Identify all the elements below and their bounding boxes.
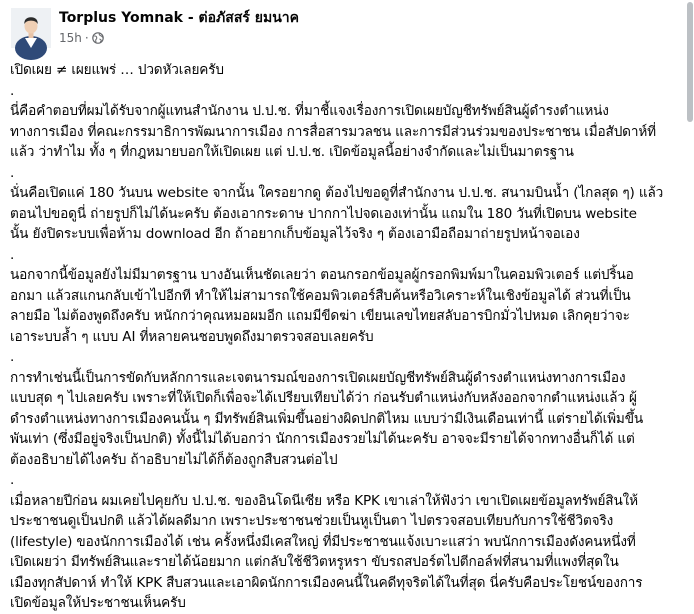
text-line: อกมา แล้วสแกนกลับเข้าไปอีกที ทำให้ไม่สามารถใช้คอมพิวเตอร์สืบค้นหรือวิเคราะห์ในเชิงข้อมูลได้ ส่วนที่เป็น — [10, 287, 631, 304]
author-name[interactable]: Torplus Yomnak - ต่อภัสสร์ ยมนาค — [59, 10, 299, 26]
text-line: แล้ว ว่าทำไม ทั้ง ๆ ที่กฎหมายบอกให้เปิดเผย แต่ ป.ป.ช. เปิดข้อมูลนี้อย่างจำกัดและไม่เป็นมาตรฐาน — [10, 144, 574, 160]
post-timestamp[interactable]: 15h — [59, 31, 82, 45]
paragraph-separator: . — [10, 82, 15, 99]
paragraph-separator: . — [10, 472, 15, 488]
scrollbar[interactable] — [686, 0, 694, 590]
text-line: ต้องอธิบายได้ไงครับ ถ้าอธิบายไม่ได้ก็ต้องถูกสืบสวนต่อไป — [10, 451, 338, 468]
post-body — [10, 60, 682, 614]
text-line: เมื่อหลายปีก่อน ผมเคยไปคุยกับ ป.ป.ช. ของอินโดนีเซีย หรือ KPK เขาเล่าให้ฟังว่า เขาเปิดเผยข้อมูลทรัพย์สินให้ — [10, 492, 638, 509]
paragraph-separator: . — [10, 246, 15, 263]
text-line: การทำเช่นนี้เป็นการขัดกับหลักการและเจตนารมณ์ของการเปิดเผยบัญชีทรัพย์สินผู้ดำรงตำแหน่งทางการเมือง — [10, 369, 626, 386]
scrollbar-thumb[interactable] — [687, 2, 693, 122]
paragraph-4 — [10, 368, 682, 471]
post-headline — [10, 60, 682, 81]
paragraph-2 — [10, 183, 682, 245]
headline-text: เปิดเผย ≠ เผยแพร่ … ปวดหัวเลยครับ — [10, 62, 224, 78]
text-line: นั่นคือเปิดแค่ 180 วันบน website จากนั้น ใครอยากดู ต้องไปขอดูที่สำนักงาน ป.ป.ช. สนามบินน้ำ (ไกลสุด ๆ) แล้ว — [10, 185, 664, 201]
text-line: เปิดข้อมูลให้ประชาชนเห็นครับ — [10, 595, 186, 611]
text-line: เปิดเผยว่า มีทรัพย์สินและรายได้น้อยมาก แต่กลับใช้ชีวิตหรูหรา ขับรถสปอร์ตไปตีกอล์ฟที่สนามที่แพงที่สุดใน — [10, 554, 619, 570]
text-line: นี่คือคำตอบที่ผมได้รับจากผู้แทนสำนักงาน ป.ป.ช. ที่มาชี้แจงเรื่องการเปิดเผยบัญชีทรัพย์สินผู้ดำรงตำแหน่ง — [10, 103, 609, 119]
globe-icon[interactable] — [92, 32, 104, 44]
text-line: ดำรงตำแหน่งทางการเมืองคนนั้น ๆ มีทรัพย์สินเพิ่มขึ้นอย่างผิดปกติไหม แบบว่ามีเงินเดือนเท่านี้ แต่รายได้เพิ่มขึ้น — [10, 410, 644, 427]
text-line: เอาระบบล้ำ ๆ แบบ AI ที่หลายคนชอบพูดถึงมาตรวจสอบเลยครับ — [10, 328, 374, 345]
post-subline — [59, 30, 299, 46]
text-line: นอกจากนี้ข้อมูลยังไม่มีมาตรฐาน บางอันเห็นชัดเลยว่า ตอนกรอกข้อมูลผู้กรอกพิมพ์มาในคอมพิวเตอร์ แต่ปริ้นอ — [10, 267, 634, 283]
subline-separator: · — [84, 31, 89, 45]
text-line: ประชาชนดูเป็นปกติ แล้วได้ผลดีมาก เพราะประชาชนช่วยเป็นหูเป็นตา ไปตรวจสอบเทียบกับการใช้ชีวิตจริง — [10, 513, 614, 529]
paragraph-separator: . — [10, 349, 15, 365]
paragraph-3 — [10, 265, 682, 347]
text-line: ลายมือ ไม่ต้องพูดถึงครับ หนักกว่าคุณหมอผมอีก แถมมีขีดฆ่า เขียนเลขไทยสลับอารบิกมั่วไปหมด เลิกคุยว่าจะ — [10, 308, 630, 324]
paragraph-5 — [10, 491, 682, 614]
text-line: ทางการเมือง ที่คณะกรรมาธิการพัฒนาการเมือง การสื่อสารมวลชน และการมีส่วนร่วมของประชาชน เมื่อสัปดาห์ที่ — [10, 123, 656, 140]
author-avatar[interactable] — [11, 8, 51, 48]
text-line: แบบสุด ๆ ไปเลยครับ เพราะที่ให้เปิดก็เพื่อจะได้เปรียบเทียบได้ว่า ก่อนรับตำแหน่งกับหลังออกจากตำแหน่งแล้ว ผู้ — [10, 390, 637, 406]
text-line: (lifestyle) ของนักการเมืองได้ เช่น ครั้งหนึ่งมีเคสใหญ่ ที่มีประชาชนแจ้งเบาะแสว่า พบนักการเมืองดังคนหนึ่งที่ — [10, 533, 636, 550]
text-line: นั้น ยังปิดระบบเพื่อห้าม download อีก ถ้าอยากเก็บข้อมูลไว้จริง ๆ ต้องเอามือถือมาถ่ายรูปหน้าจอเอง — [10, 226, 580, 242]
text-line: พันเท่า (ซึ่งมีอยู่จริงเป็นปกติ) ทั้งนี้ไม่ได้บอกว่า นักการเมืองรวยไม่ได้นะครับ อาจจะมีรายได้จากทางอื่นก็ได้ แต่ — [10, 431, 635, 447]
profile-photo — [11, 8, 51, 48]
text-line: เมืองทุกสัปดาห์ ทำให้ KPK สืบสวนและเอาผิดนักการเมืองคนนี้ในคดีทุจริตได้ในที่สุด นี่ครับคือประโยชน์ของการ — [10, 574, 643, 591]
paragraph-1 — [10, 101, 682, 163]
post-meta — [59, 9, 299, 46]
text-line: ตอนไปขอดูนี่ ถ่ายรูปก็ไม่ได้นะครับ ต้องเอากระดาษ ปากกาไปจดเองเท่านั้น แถมใน 180 วันที่เปิดบน website — [10, 205, 637, 222]
post-header — [11, 8, 299, 48]
paragraph-separator: . — [10, 164, 15, 181]
